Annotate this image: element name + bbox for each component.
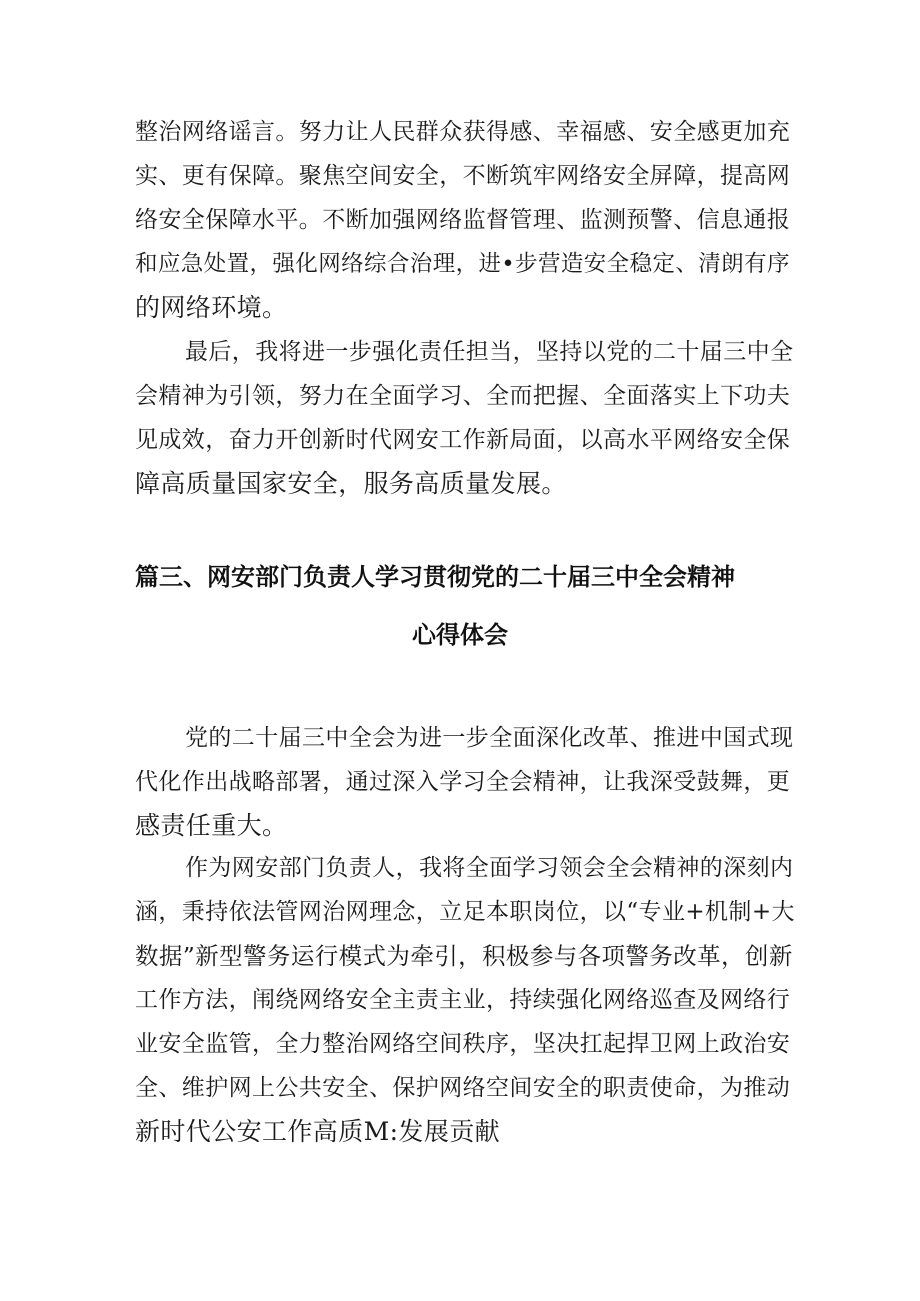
paragraph-4-line-3: 数据”新型警务运行模式为牵引，积极参与各项警务改革，创新 xyxy=(135,942,793,970)
paragraph-4-line-6: 全、维护网上公共安全、保护网络空间安全的职责使命，为推动 xyxy=(135,1075,791,1101)
paragraph-3-line-3: 感责任重大。 xyxy=(135,811,288,840)
paragraph-2-line-4: 障高质量国家安全，服务高质量发展。 xyxy=(135,469,567,498)
paragraph-4-line-4: 工作方法，闱绕网络安全主责主业，持续强化网络巡查及网络行 xyxy=(135,987,791,1013)
paragraph-1-line-4: 和应急处置，强化网络综合治理，进•步营造安全稳定、清朗有序 xyxy=(135,251,790,277)
paragraph-4-line-5: 业安全监管，全力整治网络空间秩序，坚决扛起捍卫网上政治安 xyxy=(135,1031,791,1057)
paragraph-2-line-1: 最后，我将进一步强化责任担当，坚持以党的二十届三中全 xyxy=(185,339,794,365)
paragraph-4-line-7: 新时代公安工作高质M:发展贡献 xyxy=(135,1117,501,1146)
paragraph-3-line-1: 党的二十届三中全会为进一步全面深化改革、推进中国式现 xyxy=(185,725,794,751)
paragraph-2-line-2: 会精神为引领，努力在全面学习、全而把握、全面落实上下功夫 xyxy=(135,383,791,409)
paragraph-1-line-2: 实、更有保障。聚焦空间安全，不断筑牢网络安全屏障，提高网 xyxy=(135,163,791,189)
paragraph-1-line-5: 的网络环境。 xyxy=(135,293,288,322)
paragraph-1-line-3: 络安全保障水平。不断加强网络监督管理、监测预警、信息通报 xyxy=(135,207,791,233)
paragraph-1-line-1: 整治网络谣言。努力让人民群众获得感、幸福感、安全感更加充 xyxy=(135,119,791,145)
paragraph-3-line-2: 代化作出战略部署，通过深入学习全会精神，让我深受鼓舞，更 xyxy=(135,769,791,795)
section-heading-line-1: 篇三、网安部门负责人学习贯彻党的二十届三中全会精神 xyxy=(135,563,735,591)
paragraph-2-line-3: 见成效，奋力开创新时代网安工作新局面，以高水平网络安全保 xyxy=(135,427,791,453)
paragraph-4-line-2: 涵，秉持依法管网治网理念，立足本职岗位，以“专业+机制+大 xyxy=(135,899,795,925)
paragraph-4-line-1: 作为网安部门负责人，我将全面学习领会全会精神的深刻内 xyxy=(185,855,794,881)
section-heading-line-2: 心得体会 xyxy=(412,621,508,649)
